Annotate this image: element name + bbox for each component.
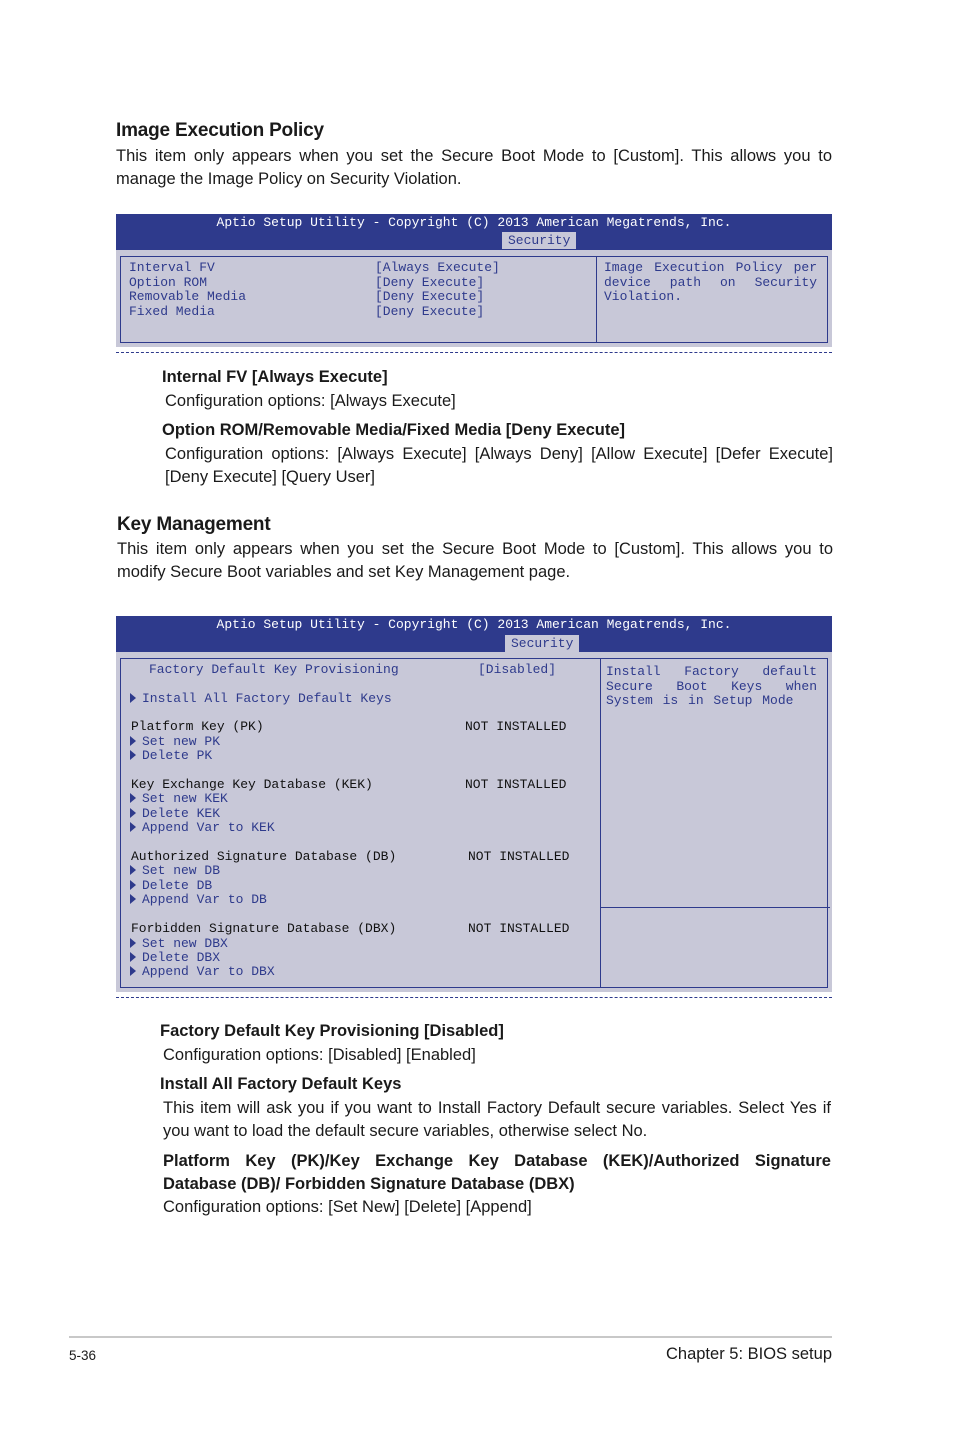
bios-item-set-new-dbx[interactable] <box>130 937 228 951</box>
bios-header <box>116 214 832 250</box>
submenu-arrow-icon <box>130 808 136 818</box>
bios-item-label: Set new KEK <box>142 791 228 806</box>
bios-item-value[interactable]: [Always Execute] <box>375 260 500 275</box>
bios-screen-image-execution-policy <box>116 214 832 347</box>
bios-item-label: Interval FV <box>129 260 215 275</box>
section-paragraph: This item only appears when you set the Secure Boot Mode to [Custom]. This allows you to modify Secure Boot variables and set Key Management page. <box>117 540 833 581</box>
section-title-image-execution-policy: Image Execution Policy <box>116 120 324 141</box>
page-number: 5-36 <box>69 1348 97 1363</box>
bios-item-delete-db[interactable] <box>130 879 212 893</box>
submenu-arrow-icon <box>130 938 136 948</box>
bios-item-set-new-kek[interactable] <box>130 792 228 806</box>
bios-help-text: Install Factory default Secure Boot Keys when System is in Setup Mode <box>606 664 817 708</box>
bios-item-install-all-keys[interactable] <box>130 692 392 706</box>
bios-bottom-dashes <box>116 997 832 998</box>
bios-item-removable-media[interactable] <box>129 290 246 304</box>
bios-help-separator <box>600 907 830 908</box>
config-factory-default: Configuration options: [Disabled] [Enabled] <box>163 1046 476 1064</box>
tab-security[interactable]: Security <box>502 232 576 249</box>
bios-item-value[interactable]: [Deny Execute] <box>375 275 485 290</box>
bios-body <box>116 250 832 347</box>
bios-item-value[interactable]: [Deny Execute] <box>375 304 485 319</box>
heading-platform-key: Platform Key (PK)/Key Exchange Key Database (KEK)/Authorized Signature Database (DB)/ Forbidden Signature Database (DBX) <box>163 1152 831 1193</box>
bios-item-append-var-kek[interactable] <box>130 821 275 835</box>
bios-item-delete-dbx[interactable] <box>130 951 220 965</box>
heading-internal-fv: Internal FV [Always Execute] <box>162 368 388 386</box>
bios-label-db: Authorized Signature Database (DB) <box>131 849 397 864</box>
config-internal-fv: Configuration options: [Always Execute] <box>165 392 456 410</box>
submenu-arrow-icon <box>130 966 136 976</box>
bios-item-delete-kek[interactable] <box>130 807 220 821</box>
submenu-arrow-icon <box>130 736 136 746</box>
bios-item-label: Append Var to DB <box>142 892 267 907</box>
bios-label-dbx: Forbidden Signature Database (DBX) <box>131 921 397 936</box>
submenu-arrow-icon <box>130 750 136 760</box>
bios-item-label: Delete PK <box>142 748 213 763</box>
text-install-all-keys: This item will ask you if you want to Install Factory Default secure variables. Select Yes if you want to load the default secure variables, otherwise select No. <box>163 1099 831 1140</box>
bios-item-label: Set new DBX <box>142 936 228 951</box>
bios-item-label: Append Var to KEK <box>142 820 275 835</box>
bios-item-set-new-db[interactable] <box>130 864 220 878</box>
tab-security[interactable]: Security <box>505 635 579 652</box>
bios-item-interval-fv[interactable] <box>129 261 215 275</box>
bios-item-label: Install All Factory Default Keys <box>142 691 392 706</box>
submenu-arrow-icon <box>130 894 136 904</box>
bios-item-factory-default-key-provisioning[interactable]: Factory Default Key Provisioning <box>149 662 399 677</box>
bios-item-label: Delete DBX <box>142 950 221 965</box>
bios-item-label: Removable Media <box>129 289 247 304</box>
chapter-title: Chapter 5: BIOS setup <box>665 1345 832 1363</box>
bios-item-label: Append Var to DBX <box>142 964 275 979</box>
bios-help-text: Image Execution Policy per device path on Security Violation. <box>604 260 817 304</box>
bios-item-label: Set new PK <box>142 734 221 749</box>
bios-label-platform-key: Platform Key (PK) <box>131 719 264 734</box>
bios-header-title: Aptio Setup Utility - Copyright (C) 2013 American Megatrends, Inc. <box>216 215 732 230</box>
bios-header <box>116 616 832 652</box>
bios-item-value[interactable]: [Deny Execute] <box>375 289 485 304</box>
bios-status-pk: NOT INSTALLED <box>465 719 567 734</box>
bios-item-append-var-dbx[interactable] <box>130 965 275 979</box>
config-option-rom: Configuration options: [Always Execute] [Always Deny] [Allow Execute] [Defer Execute] [Deny Execute] [Query User] <box>165 445 833 486</box>
submenu-arrow-icon <box>130 952 136 962</box>
bios-status-dbx: NOT INSTALLED <box>468 921 570 936</box>
submenu-arrow-icon <box>130 865 136 875</box>
bios-item-value[interactable]: [Disabled] <box>478 662 557 677</box>
bios-item-label: Option ROM <box>129 275 208 290</box>
bios-bottom-dashes <box>116 352 832 353</box>
bios-item-label: Delete DB <box>142 878 213 893</box>
bios-item-set-new-pk[interactable] <box>130 735 220 749</box>
heading-option-rom: Option ROM/Removable Media/Fixed Media [Deny Execute] <box>162 421 626 439</box>
bios-body <box>116 652 832 992</box>
bios-status-db: NOT INSTALLED <box>468 849 570 864</box>
bios-item-label: Delete KEK <box>142 806 221 821</box>
heading-install-all-keys: Install All Factory Default Keys <box>160 1075 402 1093</box>
submenu-arrow-icon <box>130 822 136 832</box>
bios-item-option-rom[interactable] <box>129 276 207 290</box>
section-title-key-management: Key Management <box>117 514 271 535</box>
submenu-arrow-icon <box>130 880 136 890</box>
bios-item-append-var-db[interactable] <box>130 893 267 907</box>
submenu-arrow-icon <box>130 793 136 803</box>
bios-divider <box>596 256 597 342</box>
bios-item-label: Set new DB <box>142 863 221 878</box>
bios-item-delete-pk[interactable] <box>130 749 212 763</box>
bios-divider <box>600 658 601 987</box>
section-paragraph: This item only appears when you set the Secure Boot Mode to [Custom]. This allows you to manage the Image Policy on Security Violation. <box>116 147 832 188</box>
heading-factory-default: Factory Default Key Provisioning [Disabled] <box>160 1022 504 1040</box>
bios-item-fixed-media[interactable] <box>129 305 215 319</box>
submenu-arrow-icon <box>130 693 136 703</box>
bios-item-label: Fixed Media <box>129 304 215 319</box>
bios-screen-key-management <box>116 616 832 992</box>
bios-label-kek: Key Exchange Key Database (KEK) <box>131 777 373 792</box>
footer-rule <box>69 1336 832 1338</box>
bios-header-title: Aptio Setup Utility - Copyright (C) 2013 American Megatrends, Inc. <box>216 617 732 632</box>
config-platform-key: Configuration options: [Set New] [Delete] [Append] <box>163 1198 532 1216</box>
bios-status-kek: NOT INSTALLED <box>465 777 567 792</box>
